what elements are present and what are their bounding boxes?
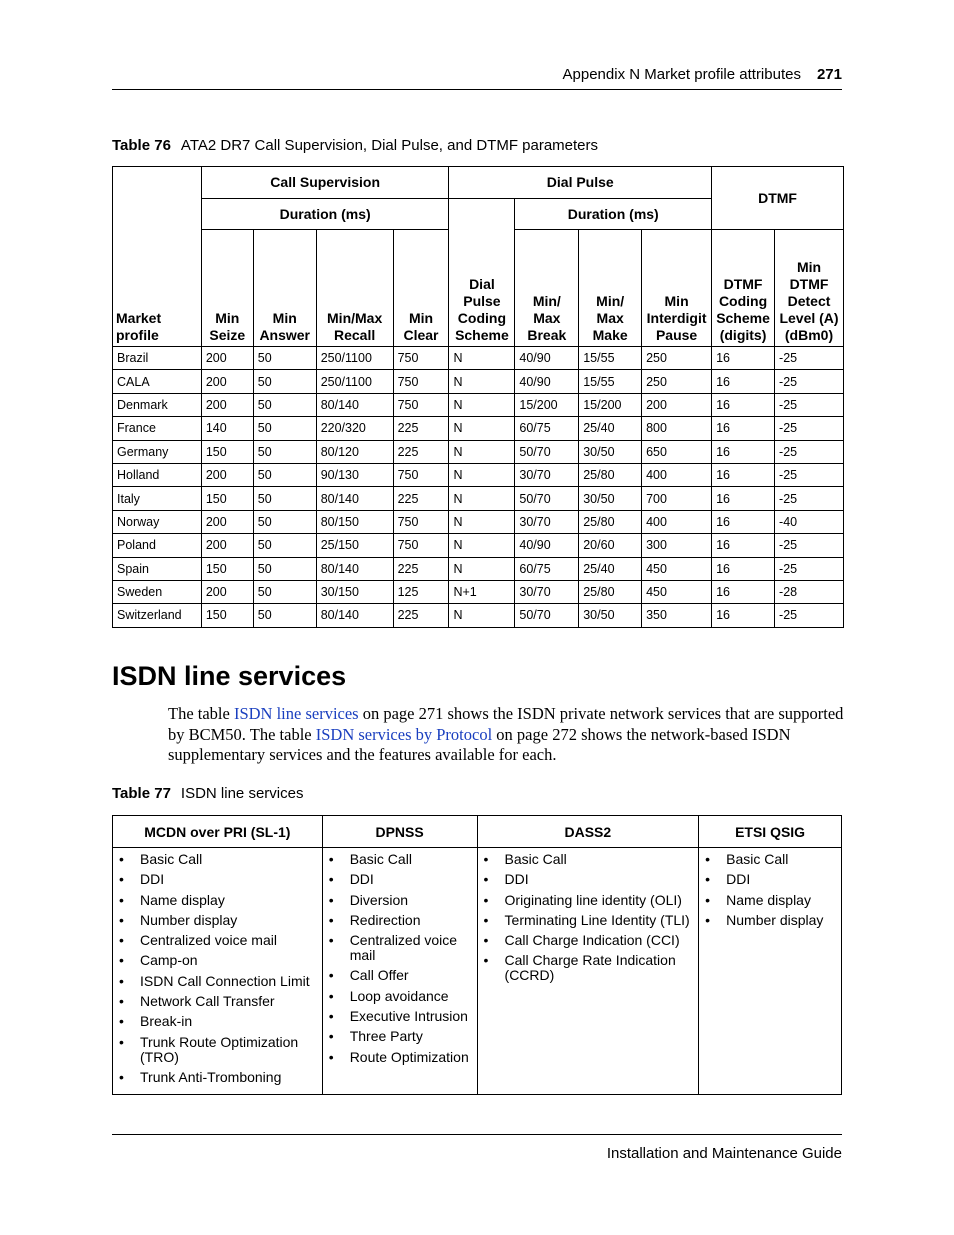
subgroup-header-call-supervision-duration: Duration (ms) [201,199,449,230]
bullet-icon: • [119,851,124,867]
section-heading: ISDN line services [112,661,347,691]
list-item [117,913,319,928]
list-item [117,994,319,1009]
list-item-text: DDI [504,871,529,888]
table76-caption [112,137,598,154]
table-row [113,580,844,603]
cell-dial-pulse-coding: N [449,487,515,510]
list-item-text: Basic Call [504,851,567,867]
cell-dtmf-coding-scheme: 16 [712,510,775,533]
services-list-etsi-qsig [703,852,838,928]
cell-min-clear: 750 [393,463,449,486]
cell-min-interdigit-pause: 350 [642,604,712,627]
cell-min-answer: 50 [253,580,316,603]
para-text-2: on page 271 shows the ISDN private network services that are supported by BCM50. The table [168,704,844,744]
cell-dtmf-coding-scheme: 16 [712,580,775,603]
cell-min-max-break: 50/70 [515,440,579,463]
list-item [327,913,474,928]
table-row [113,487,844,510]
services-cell-mcdn [113,848,323,1095]
cell-dtmf-coding-scheme: 16 [712,347,775,370]
cell-min-clear: 750 [393,370,449,393]
table-row [113,417,844,440]
cell-dial-pulse-coding: N [449,510,515,533]
list-item-text: Three Party [349,1028,423,1045]
cell-market-profile: Poland [113,534,202,557]
services-list-dpnss [327,852,474,1065]
list-item-text: Call Offer [349,967,409,984]
bullet-icon: • [705,871,711,888]
list-item [327,1009,474,1024]
cell-dial-pulse-coding: N [449,463,515,486]
list-item-text: Basic Call [349,851,412,867]
services-cell-etsi-qsig [699,848,842,1095]
list-item [117,974,319,989]
cell-min-max-recall: 80/140 [316,604,393,627]
table-row [113,393,844,416]
cell-min-seize: 200 [201,393,253,416]
list-item [703,913,838,928]
link-isdn-line-services[interactable]: ISDN line services [233,704,359,723]
cell-min-answer: 50 [253,393,316,416]
cell-market-profile: Norway [113,510,202,533]
cell-min-seize: 150 [201,440,253,463]
cell-min-dtmf-detect-level: -40 [775,510,844,533]
col-header-etsi-qsig: ETSI QSIG [699,816,842,848]
list-item [703,872,838,887]
bullet-icon: • [483,932,489,949]
bullet-icon: • [483,851,489,867]
table77 [112,815,842,1095]
cell-min-max-make: 15/55 [579,370,642,393]
cell-min-max-make: 30/50 [579,487,642,510]
col-header-min-seize: Min Seize [201,230,253,347]
cell-min-answer: 50 [253,347,316,370]
cell-market-profile: Brazil [113,347,202,370]
cell-min-dtmf-detect-level: -25 [775,463,844,486]
cell-min-max-recall: 80/150 [316,510,393,533]
page-header [112,66,842,90]
cell-min-clear: 125 [393,580,449,603]
cell-min-answer: 50 [253,534,316,557]
cell-dtmf-coding-scheme: 16 [712,393,775,416]
cell-min-max-recall: 250/1100 [316,370,393,393]
cell-min-max-make: 20/60 [579,534,642,557]
list-item-text: Executive Intrusion [349,1008,468,1025]
cell-dial-pulse-coding: N [449,393,515,416]
bullet-icon: • [328,932,334,949]
col-header-min-max-break: Min/ Max Break [515,230,579,347]
cell-min-interdigit-pause: 650 [642,440,712,463]
cell-min-max-make: 25/40 [579,557,642,580]
cell-min-answer: 50 [253,440,316,463]
cell-min-max-recall: 30/150 [316,580,393,603]
table77-row [113,848,842,1095]
list-item-text: Trunk Route Optimization (TRO) [140,1033,299,1065]
list-item-text: Originating line identity (OLI) [504,891,682,908]
group-header-dial-pulse: Dial Pulse [449,167,712,199]
table77-caption-label: Table 77 [112,785,171,802]
cell-min-answer: 50 [253,463,316,486]
cell-dtmf-coding-scheme: 16 [712,487,775,510]
cell-min-interdigit-pause: 400 [642,463,712,486]
list-item-text: Terminating Line Identity (TLI) [504,911,690,928]
bullet-icon: • [328,891,334,908]
cell-market-profile: Sweden [113,580,202,603]
cell-min-max-break: 60/75 [515,417,579,440]
table-row [113,463,844,486]
cell-dial-pulse-coding: N+1 [449,580,515,603]
list-item [327,852,474,867]
table77-caption [112,785,303,802]
col-header-min-max-recall: Min/Max Recall [316,230,393,347]
cell-min-max-recall: 80/140 [316,393,393,416]
cell-dial-pulse-coding: N [449,604,515,627]
cell-min-max-break: 40/90 [515,370,579,393]
cell-min-seize: 200 [201,510,253,533]
col-header-market-profile: Market profile [113,167,202,347]
cell-min-answer: 50 [253,510,316,533]
cell-min-max-recall: 25/150 [316,534,393,557]
cell-min-max-make: 25/80 [579,580,642,603]
bullet-icon: • [119,952,124,969]
list-item-text: ISDN Call Connection Limit [140,972,310,989]
bullet-icon: • [119,1068,124,1085]
table76-caption-label: Table 76 [112,137,171,154]
cell-min-answer: 50 [253,417,316,440]
cell-min-interdigit-pause: 700 [642,487,712,510]
list-item-text: Call Charge Indication (CCI) [504,932,680,949]
list-item [327,893,474,908]
col-header-min-clear: Min Clear [393,230,449,347]
cell-market-profile: Switzerland [113,604,202,627]
list-item-text: DDI [140,871,165,888]
para-text-1: The table [168,704,234,723]
intro-paragraph [168,704,844,766]
cell-min-interdigit-pause: 300 [642,534,712,557]
list-item [117,1070,319,1085]
cell-min-max-break: 40/90 [515,347,579,370]
bullet-icon: • [328,967,334,984]
cell-min-dtmf-detect-level: -25 [775,604,844,627]
table76-body [113,347,844,628]
cell-min-max-break: 30/70 [515,580,579,603]
cell-min-interdigit-pause: 450 [642,557,712,580]
cell-min-answer: 50 [253,557,316,580]
list-item [327,1029,474,1044]
footer-text: Installation and Maintenance Guide [606,1145,842,1162]
cell-min-dtmf-detect-level: -25 [775,534,844,557]
cell-min-dtmf-detect-level: -25 [775,393,844,416]
cell-min-clear: 750 [393,510,449,533]
cell-dial-pulse-coding: N [449,440,515,463]
list-item [117,933,319,948]
list-item [117,893,319,908]
cell-min-max-break: 15/200 [515,393,579,416]
cell-min-interdigit-pause: 450 [642,580,712,603]
bullet-icon: • [483,952,489,969]
bullet-icon: • [483,911,489,928]
cell-min-dtmf-detect-level: -25 [775,417,844,440]
list-item [327,1050,474,1065]
cell-market-profile: France [113,417,202,440]
col-header-min-dtmf-detect-level: Min DTMF Detect Level (A) (dBm0) [775,230,844,347]
cell-min-dtmf-detect-level: -25 [775,557,844,580]
cell-min-clear: 225 [393,487,449,510]
col-header-min-max-make: Min/ Max Make [579,230,642,347]
cell-market-profile: Spain [113,557,202,580]
bullet-icon: • [483,891,489,908]
subgroup-header-dial-pulse-duration: Duration (ms) [515,199,712,230]
col-header-dass2: DASS2 [477,816,699,848]
bullet-icon: • [119,891,124,908]
list-item [482,933,696,948]
bullet-icon: • [483,871,489,888]
cell-min-max-recall: 80/140 [316,487,393,510]
cell-min-seize: 200 [201,370,253,393]
cell-min-max-break: 30/70 [515,463,579,486]
cell-min-seize: 150 [201,557,253,580]
bullet-icon: • [119,972,124,989]
table-row [113,370,844,393]
services-cell-dass2 [477,848,699,1095]
table-row [113,534,844,557]
cell-min-clear: 225 [393,440,449,463]
cell-dial-pulse-coding: N [449,557,515,580]
link-isdn-services-by-protocol[interactable]: ISDN services by Protocol [315,724,493,744]
cell-market-profile: Denmark [113,393,202,416]
cell-min-max-break: 50/70 [515,487,579,510]
page-footer [112,1134,842,1162]
bullet-icon: • [119,1033,124,1050]
list-item [327,989,474,1004]
group-header-dtmf: DTMF [712,167,844,230]
list-item-text: DDI [349,871,374,888]
list-item [327,933,474,963]
cell-min-dtmf-detect-level: -25 [775,440,844,463]
list-item-text: Route Optimization [349,1048,469,1065]
cell-dial-pulse-coding: N [449,417,515,440]
list-item [117,872,319,887]
table76-caption-text: ATA2 DR7 Call Supervision, Dial Pulse, and DTMF parameters [180,137,599,154]
bullet-icon: • [328,871,334,888]
cell-min-max-make: 30/50 [579,604,642,627]
cell-min-answer: 50 [253,370,316,393]
col-header-dtmf-coding-scheme: DTMF Coding Scheme (digits) [712,230,775,347]
list-item [482,953,696,983]
services-list-mcdn [117,852,319,1085]
cell-market-profile: Holland [113,463,202,486]
group-header-call-supervision: Call Supervision [201,167,449,199]
list-item-text: Number display [140,911,238,928]
bullet-icon: • [328,911,334,928]
list-item-text: Centralized voice mail [349,932,458,964]
page-number: 271 [816,66,842,83]
cell-min-clear: 225 [393,417,449,440]
cell-min-seize: 200 [201,347,253,370]
cell-min-max-make: 25/40 [579,417,642,440]
bullet-icon: • [328,1048,334,1065]
cell-min-seize: 150 [201,487,253,510]
list-item [482,852,696,867]
cell-dtmf-coding-scheme: 16 [712,604,775,627]
col-header-min-answer: Min Answer [253,230,316,347]
table-row [113,347,844,370]
services-list-dass2 [482,852,696,983]
table-row [113,604,844,627]
cell-min-dtmf-detect-level: -25 [775,370,844,393]
cell-min-seize: 140 [201,417,253,440]
list-item [117,1014,319,1029]
cell-dial-pulse-coding: N [449,370,515,393]
para-text-3: on page 272 shows the network-based ISDN supplementary services and the features available for each. [168,724,791,764]
list-item [482,913,696,928]
cell-min-interdigit-pause: 200 [642,393,712,416]
bullet-icon: • [328,987,334,1004]
bullet-icon: • [119,932,124,949]
list-item-text: Diversion [349,891,409,908]
cell-min-max-break: 30/70 [515,510,579,533]
bullet-icon: • [119,871,124,888]
cell-min-max-break: 50/70 [515,604,579,627]
list-item-text: Break-in [140,1013,193,1030]
bullet-icon: • [119,1013,124,1030]
list-item [482,872,696,887]
list-item [327,968,474,983]
list-item-text: Name display [140,891,225,908]
table76 [112,166,844,628]
cell-min-max-make: 25/80 [579,510,642,533]
list-item [703,852,838,867]
cell-min-seize: 200 [201,463,253,486]
list-item-text: Loop avoidance [349,987,449,1004]
bullet-icon: • [705,911,711,928]
cell-min-interdigit-pause: 250 [642,370,712,393]
cell-min-clear: 750 [393,393,449,416]
cell-min-clear: 750 [393,347,449,370]
list-item-text: Basic Call [726,851,789,867]
list-item-text: Number display [726,911,824,928]
table-row [113,510,844,533]
cell-dial-pulse-coding: N [449,534,515,557]
col-header-min-interdigit-pause: Min Interdigit Pause [642,230,712,347]
cell-dtmf-coding-scheme: 16 [712,557,775,580]
cell-min-interdigit-pause: 400 [642,510,712,533]
bullet-icon: • [119,993,124,1010]
bullet-icon: • [119,911,124,928]
cell-min-seize: 200 [201,534,253,557]
cell-min-clear: 750 [393,534,449,557]
list-item [703,893,838,908]
list-item-text: Centralized voice mail [140,932,277,949]
cell-min-dtmf-detect-level: -25 [775,487,844,510]
table-row [113,557,844,580]
cell-min-dtmf-detect-level: -25 [775,347,844,370]
cell-min-max-break: 40/90 [515,534,579,557]
cell-min-interdigit-pause: 250 [642,347,712,370]
bullet-icon: • [705,851,711,867]
list-item-text: Call Charge Rate Indication (CCRD) [504,952,676,984]
list-item-text: Camp-on [140,952,198,969]
bullet-icon: • [705,891,711,908]
list-item [482,893,696,908]
cell-min-answer: 50 [253,604,316,627]
cell-dtmf-coding-scheme: 16 [712,463,775,486]
bullet-icon: • [328,1008,334,1025]
cell-min-dtmf-detect-level: -28 [775,580,844,603]
cell-min-max-make: 25/80 [579,463,642,486]
table-row [113,440,844,463]
bullet-icon: • [328,851,334,867]
cell-market-profile: Germany [113,440,202,463]
cell-dtmf-coding-scheme: 16 [712,440,775,463]
header-section-title: Appendix N Market profile attributes [562,66,801,83]
table77-caption-text: ISDN line services [180,785,304,802]
list-item-text: Network Call Transfer [140,993,275,1010]
bullet-icon: • [328,1028,334,1045]
cell-min-max-make: 30/50 [579,440,642,463]
cell-market-profile: CALA [113,370,202,393]
list-item-text: Basic Call [140,851,203,867]
list-item-text: Redirection [349,911,421,928]
cell-min-interdigit-pause: 800 [642,417,712,440]
col-header-dial-pulse-coding-scheme: Dial Pulse Coding Scheme [449,199,515,347]
cell-dtmf-coding-scheme: 16 [712,370,775,393]
cell-min-max-recall: 220/320 [316,417,393,440]
cell-min-max-recall: 90/130 [316,463,393,486]
cell-dtmf-coding-scheme: 16 [712,534,775,557]
col-header-mcdn: MCDN over PRI (SL-1) [113,816,323,848]
cell-min-max-make: 15/200 [579,393,642,416]
cell-min-seize: 200 [201,580,253,603]
cell-min-max-recall: 250/1100 [316,347,393,370]
list-item-text: Name display [726,891,811,908]
list-item-text: DDI [726,871,751,888]
cell-min-clear: 225 [393,604,449,627]
list-item [327,872,474,887]
cell-min-clear: 225 [393,557,449,580]
cell-min-seize: 150 [201,604,253,627]
list-item [117,852,319,867]
cell-min-max-break: 60/75 [515,557,579,580]
cell-dial-pulse-coding: N [449,347,515,370]
cell-market-profile: Italy [113,487,202,510]
col-header-dpnss: DPNSS [322,816,477,848]
cell-min-max-recall: 80/140 [316,557,393,580]
cell-min-max-recall: 80/120 [316,440,393,463]
services-cell-dpnss [322,848,477,1095]
list-item-text: Trunk Anti-Tromboning [140,1068,282,1085]
list-item [117,1035,319,1065]
cell-dtmf-coding-scheme: 16 [712,417,775,440]
cell-min-max-make: 15/55 [579,347,642,370]
list-item [117,953,319,968]
cell-min-answer: 50 [253,487,316,510]
